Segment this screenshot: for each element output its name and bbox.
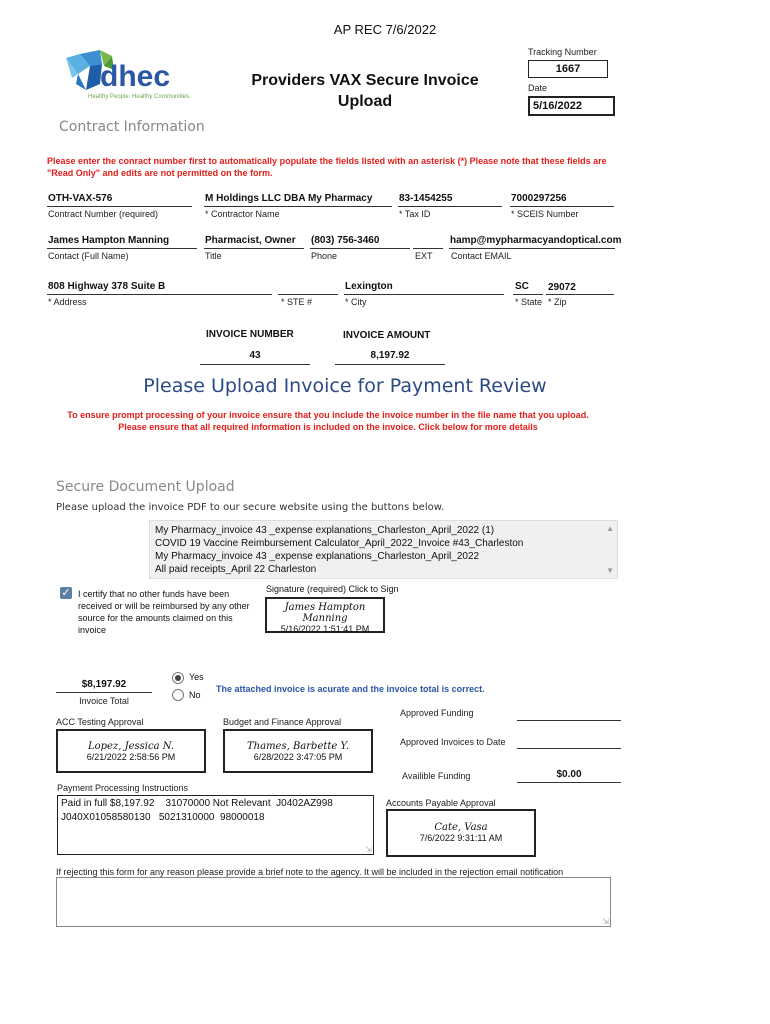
upload-instruction: Please upload the invoice PDF to our secure website using the buttons below. <box>56 502 445 513</box>
zip-label: * Zip <box>548 297 567 307</box>
address-field: 808 Highway 378 Suite B <box>48 281 166 292</box>
tracking-label: Tracking Number <box>528 47 597 57</box>
budget-approver-name: Thames, Barbette Y. <box>247 741 349 752</box>
invoice-number-field[interactable]: 43 <box>249 350 261 361</box>
acc-approval-date: 6/21/2022 2:58:56 PM <box>86 752 176 762</box>
email-label: Contact EMAIL <box>451 251 512 261</box>
invoice-statement: The attached invoice is acurate and the invoice total is correct. <box>216 684 485 694</box>
title-label: Title <box>205 251 222 261</box>
no-label: No <box>189 690 201 700</box>
available-funding-field: $0.00 <box>556 769 582 780</box>
invoice-total-field[interactable]: $8,197.92 <box>81 679 127 690</box>
certify-checkbox[interactable]: ✓ <box>61 587 71 599</box>
file-list-item-4[interactable]: All paid receipts_April 22 Charleston <box>155 564 317 575</box>
dhec-logo <box>60 44 200 108</box>
ppi-textarea[interactable] <box>57 795 374 855</box>
uploaded-files-list[interactable] <box>149 520 618 579</box>
email-field[interactable]: hamp@mypharmacyandoptical.com <box>450 235 622 246</box>
acc-approver-name: Lopez, Jessica N. <box>87 741 175 752</box>
contractor-signature-date: 5/16/2022 1:51:41 PM <box>280 624 370 634</box>
contact-name-label: Contact (Full Name) <box>48 251 129 261</box>
contract-number-label: Contract Number (required) <box>48 209 159 219</box>
scroll-down-icon[interactable]: ▼ <box>606 566 614 575</box>
contractor-name-field: M Holdings LLC DBA My Pharmacy <box>205 193 373 204</box>
title-line-2: Upload <box>337 93 393 110</box>
budget-approval-date: 6/28/2022 3:47:05 PM <box>253 752 343 762</box>
budget-approval-label: Budget and Finance Approval <box>223 717 342 727</box>
ste-label: * STE # <box>281 297 313 307</box>
contract-number-field[interactable]: OTH-VAX-576 <box>48 193 113 204</box>
ap-approver-name: Cate, Vasa <box>434 822 488 833</box>
state-field: SC <box>515 281 529 292</box>
invoice-number-label: INVOICE NUMBER <box>206 329 294 340</box>
tracking-number-field[interactable]: 1667 <box>528 60 608 78</box>
contract-section-title: Contract Information <box>59 119 205 135</box>
contract-instruction: Please enter the conract number first to automatically populate the fields listed with an asterisk (*) Please note that these fields are "Read Only" and edits are not permitted on the form. <box>47 156 607 178</box>
approved-funding-label: Approved Funding <box>400 708 474 718</box>
upload-title: Please Upload Invoice for Payment Review <box>143 375 547 397</box>
available-funding-label: Availible Funding <box>402 771 471 781</box>
budget-approval-box[interactable] <box>223 729 373 773</box>
title-field[interactable]: Pharmacist, Owner <box>205 235 296 246</box>
page-title <box>220 70 510 112</box>
signature-label: Signature (required) Click to Sign <box>266 584 399 594</box>
contractor-signature-name: James Hampton Manning <box>284 602 366 624</box>
file-list-item-1[interactable]: My Pharmacy_invoice 43 _expense explanations_Charleston_April_2022 (1) <box>155 525 495 536</box>
city-label: * City <box>345 297 367 307</box>
page-note: AP REC 7/6/2022 <box>333 22 437 37</box>
phone-label: Phone <box>311 251 338 261</box>
sceis-number-field: 7000297256 <box>511 193 567 204</box>
invoice-amount-field[interactable]: 8,197.92 <box>370 350 410 361</box>
file-list-item-3[interactable]: My Pharmacy_invoice 43 _expense explanations_Charleston_April_2022 <box>155 551 480 562</box>
resize-handle-icon[interactable]: ⇲ <box>365 845 372 854</box>
zip-field: 29072 <box>548 282 576 293</box>
phone-field[interactable]: (803) 756-3460 <box>311 235 380 246</box>
contact-name-field[interactable]: James Hampton Manning <box>48 235 170 246</box>
state-label: * State <box>515 297 543 307</box>
scroll-up-icon[interactable]: ▲ <box>606 524 614 533</box>
file-list-item-2[interactable]: COVID 19 Vaccine Reimbursement Calculator_April_2022_Invoice #43_Charleston <box>155 538 524 549</box>
ap-approval-label: Accounts Payable Approval <box>386 798 496 808</box>
address-label: * Address <box>48 297 87 307</box>
invoice-total-label: Invoice Total <box>79 696 129 706</box>
upload-red-line-1: To ensure prompt processing of your invoice ensure that you include the invoice number in the file name that you upload. <box>67 410 589 420</box>
city-field: Lexington <box>345 281 393 292</box>
ppi-label: Payment Processing Instructions <box>57 783 189 793</box>
acc-approval-label: ACC Testing Approval <box>56 717 144 727</box>
title-line-1: Providers VAX Secure Invoice <box>251 72 479 89</box>
logo-tagline: Healthy People. Healthy Communities. <box>88 94 191 100</box>
date-label: Date <box>528 83 548 93</box>
ext-label: EXT <box>415 251 433 261</box>
contractor-name-label: * Contractor Name <box>205 209 280 219</box>
contractor-signature-box[interactable] <box>265 597 385 633</box>
no-radio[interactable] <box>172 689 184 701</box>
certify-text: I certify that no other funds have been received or will be reimbursed by any other source for the amounts claimed on this invoice <box>78 589 250 635</box>
ap-approval-date: 7/6/2022 9:31:11 AM <box>419 833 503 843</box>
date-field[interactable]: 5/16/2022 <box>528 96 615 116</box>
ppi-line-2: J040X01058580130 5021310000 98000018 <box>61 812 265 823</box>
approved-invoices-label: Approved Invoices to Date <box>400 737 506 747</box>
ap-approval-box[interactable] <box>386 809 536 857</box>
reject-label: If rejecting this form for any reason please provide a brief note to the agency. It will be included in the rejection email notification <box>56 867 564 877</box>
ppi-line-1: Paid in full $8,197.92 31070000 Not Relevant J0402AZ998 <box>61 798 333 809</box>
svg-text:dhec: dhec <box>100 60 171 93</box>
tax-id-field: 83-1454255 <box>399 193 453 204</box>
reject-resize-handle-icon[interactable]: ⇲ <box>602 917 609 926</box>
upload-red-line-2: Please ensure that all required information is included on the invoice. Click below for more details <box>118 422 538 432</box>
invoice-amount-label: INVOICE AMOUNT <box>343 330 431 341</box>
yes-label: Yes <box>189 672 204 682</box>
tax-id-label: * Tax ID <box>399 209 431 219</box>
yes-radio[interactable] <box>172 672 184 684</box>
secure-upload-title: Secure Document Upload <box>56 479 235 495</box>
reject-note-textarea[interactable] <box>56 877 611 927</box>
acc-approval-box[interactable] <box>56 729 206 773</box>
sceis-number-label: * SCEIS Number <box>511 209 579 219</box>
